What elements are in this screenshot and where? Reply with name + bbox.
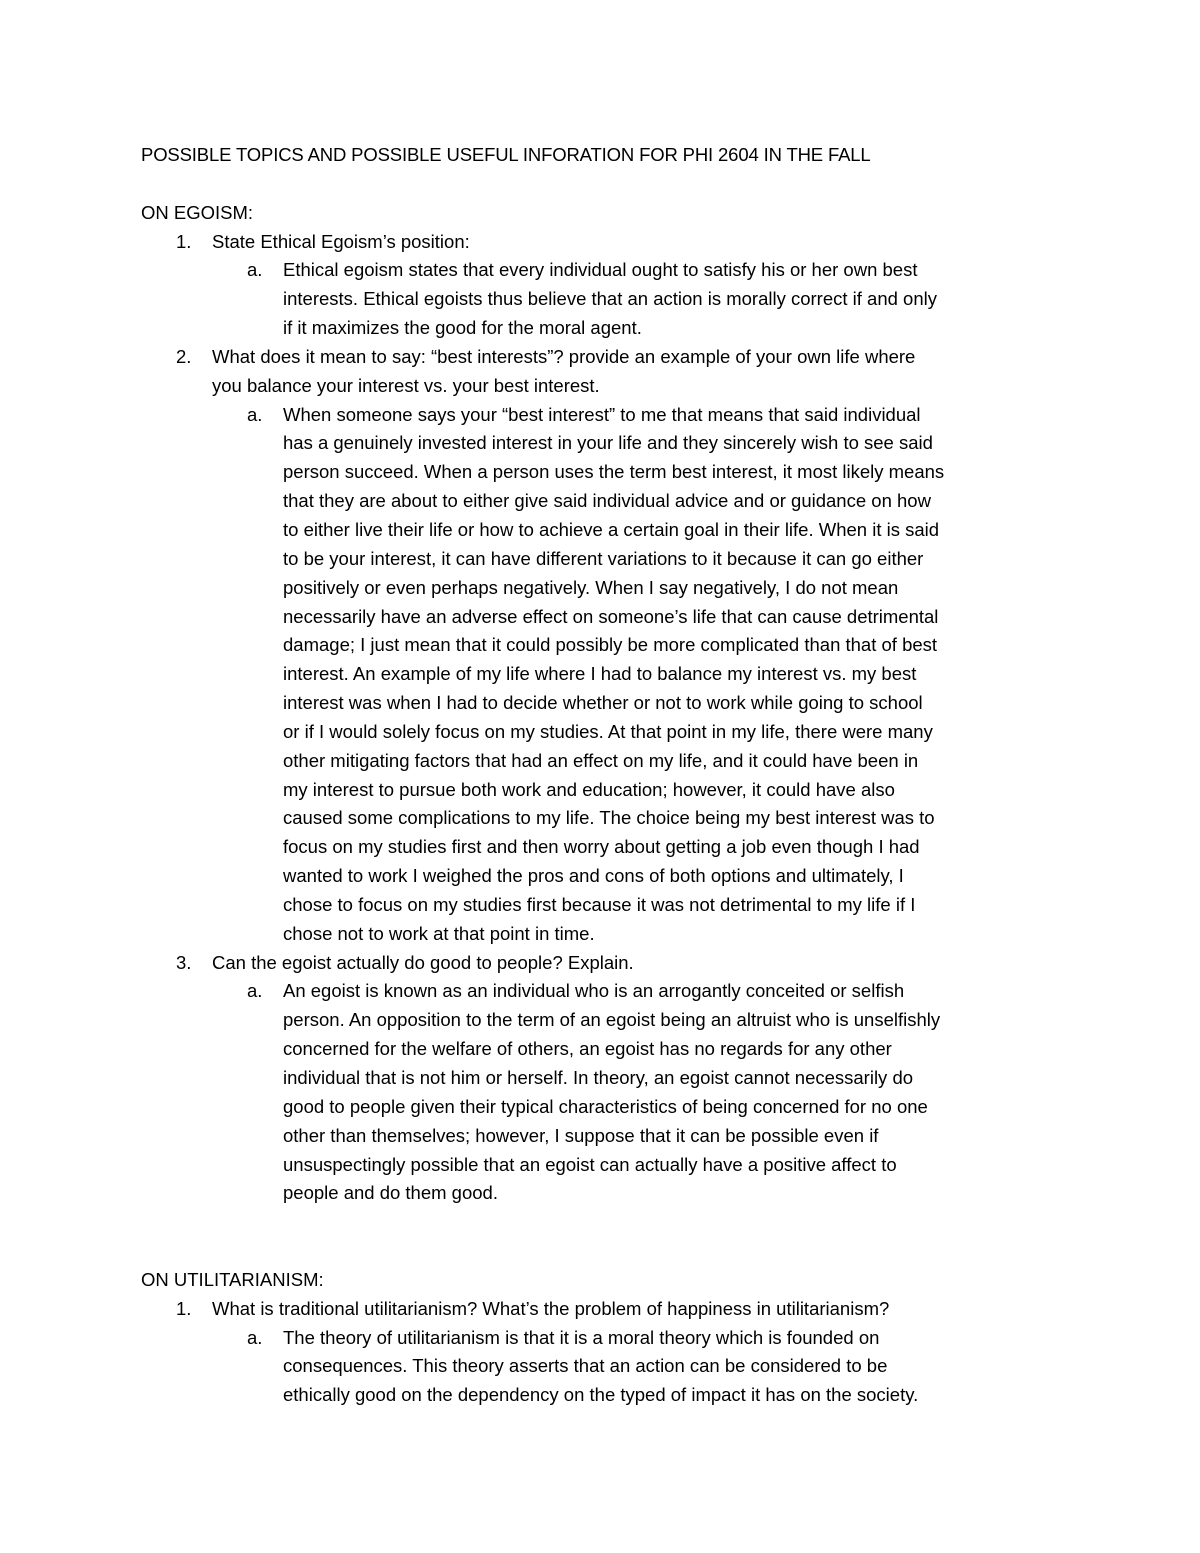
answer-item xyxy=(212,1324,1071,1411)
question-text: What does it mean to say: “best interests”? provide an example of your own life where you balance your interest vs. your best interest. xyxy=(212,345,916,396)
question-text: Can the egoist actually do good to people? Explain. xyxy=(212,951,634,973)
answer-text: The theory of utilitarianism is that it is a moral theory which is founded on consequences. This theory asserts that an action can be considered to be ethically good on the dependency on the typed of impact it has on the society. xyxy=(283,1326,919,1406)
answer-letter: a. xyxy=(247,259,263,281)
question-list xyxy=(141,1295,1071,1410)
answer-text: An egoist is known as an individual who is an arrogantly conceited or selfish person. An opposition to the term of an egoist being an altruist who is unselfishly concerned for the welfare of others, an egoist has no regards for any other individual that is not him or herself. In theory, an egoist cannot necessarily do good to people given their typical characteristics of being concerned for no one other than themselves; however, I suppose that it can be possible even if unsuspectingly possible that an egoist can actually have a positive affect to people and do them good. xyxy=(283,980,941,1204)
question-item xyxy=(141,949,1071,1209)
question-item xyxy=(141,343,1071,949)
section-heading: ON EGOISM: xyxy=(141,201,254,223)
answer-list xyxy=(212,401,1071,949)
answer-letter: a. xyxy=(247,980,263,1002)
answer-list xyxy=(212,256,1071,343)
answer-text: Ethical egoism states that every individual ought to satisfy his or her own best interests. Ethical egoists thus believe that an action is morally correct if and only if it maximizes the good for the moral agent. xyxy=(283,259,937,339)
document-body xyxy=(141,141,1071,1410)
answer-list xyxy=(212,977,1071,1208)
document-title: POSSIBLE TOPICS AND POSSIBLE USEFUL INFORATION FOR PHI 2604 IN THE FALL xyxy=(141,144,871,165)
answer-item xyxy=(212,401,1071,949)
question-item xyxy=(141,1295,1071,1410)
answer-item xyxy=(212,256,1071,343)
question-item xyxy=(141,228,1071,343)
section-utilitarianism xyxy=(141,1266,1071,1410)
question-number: 1. xyxy=(176,1297,192,1319)
question-number: 1. xyxy=(176,230,192,252)
question-number: 3. xyxy=(176,951,192,973)
answer-text: When someone says your “best interest” to me that means that said individual has a genuinely invested interest in your life and they sincerely wish to see said person succeed. When a person uses the term best interest, it most likely means that they are about to either give said individual advice and or guidance on how to either live their life or how to achieve a certain goal in their life. When it is said to be your interest, it can have different variations to it because it can go either positively or even perhaps negatively. When I say negatively, I do not mean necessarily have an adverse effect on someone’s life that can cause detrimental damage; I just mean that it could possibly be more complicated than that of best interest. An example of my life where I had to balance my interest vs. my best interest was when I had to decide whether or not to work while going to school or if I would solely focus on my studies. At that point in my life, there were many other mitigating factors that had an effect on my life, and it could have been in my interest to pursue both work and education; however, it could have also caused some complications to my life. The choice being my best interest was to focus on my studies first and then worry about getting a job even though I had wanted to work I weighed the pros and cons of both options and ultimately, I chose to focus on my studies first because it was not detrimental to my life if I chose not to work at that point in time. xyxy=(283,403,945,944)
question-text: State Ethical Egoism’s position: xyxy=(212,230,470,252)
answer-letter: a. xyxy=(247,403,263,425)
answer-list xyxy=(212,1324,1071,1411)
answer-letter: a. xyxy=(247,1326,263,1348)
section-egoism xyxy=(141,199,1071,1209)
question-number: 2. xyxy=(176,345,192,367)
section-heading: ON UTILITARIANISM: xyxy=(141,1268,324,1290)
question-text: What is traditional utilitarianism? What’s the problem of happiness in utilitarianism? xyxy=(212,1297,890,1319)
question-list xyxy=(141,228,1071,1209)
answer-item xyxy=(212,977,1071,1208)
